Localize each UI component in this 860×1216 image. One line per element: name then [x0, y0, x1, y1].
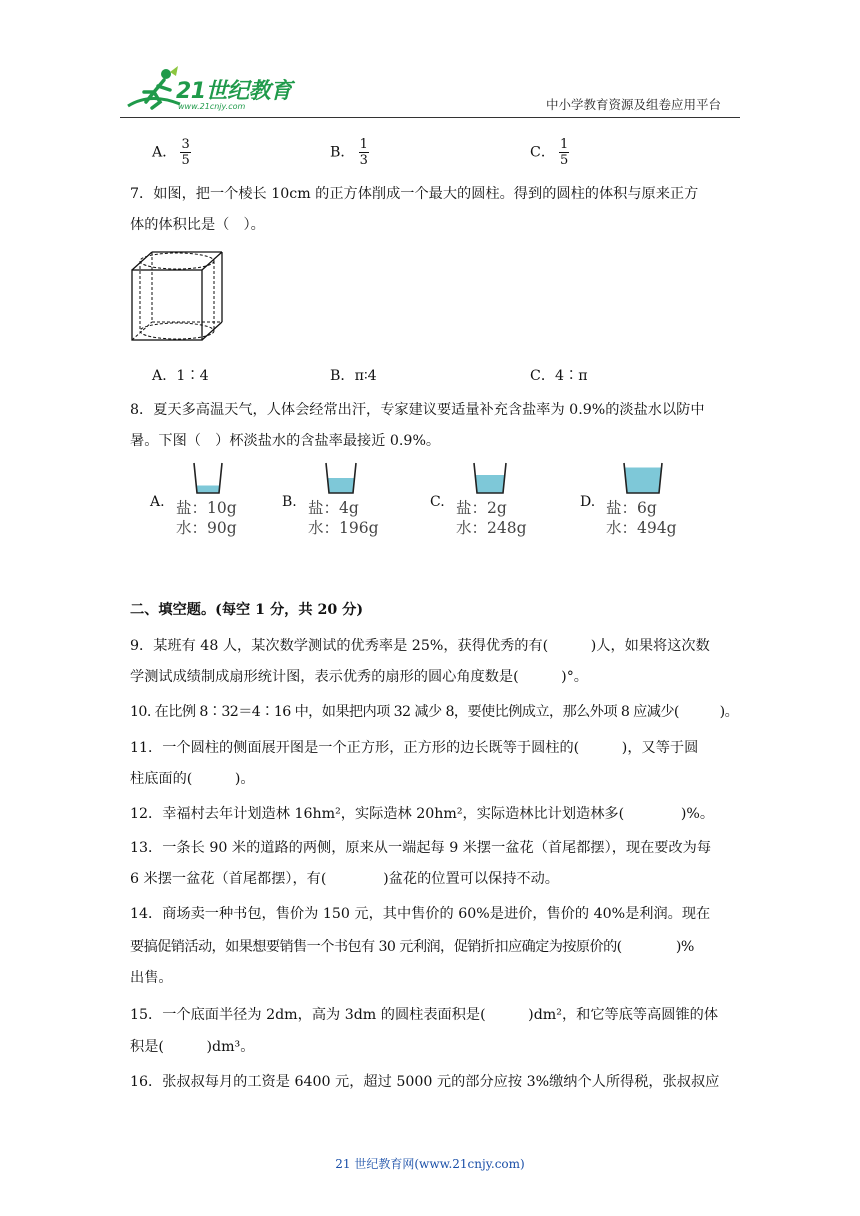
logo-url: www.21cnjy.com [178, 102, 246, 111]
cup-icon [472, 461, 508, 495]
cup-salt-text: 盐：10g [176, 499, 237, 517]
denominator: 5 [560, 153, 569, 168]
cup-water-text: 水：90g [176, 519, 237, 537]
fraction [180, 137, 190, 168]
q16-line-1: 16．张叔叔每月的工资是 6400 元，超过 5000 元的部分应按 3%缴纳个人所得税，张叔叔应 [130, 1074, 720, 1090]
numerator: 1 [560, 137, 569, 152]
q6-option-c-label: C． [530, 144, 556, 161]
q8-line-1: 8．夏天多高温天气，人体会经常出汗，专家建议要适量补充含盐率为 0.9%的淡盐水以防中 [130, 402, 705, 418]
q6-option-a [152, 137, 191, 168]
q13-line-1: 13．一条长 90 米的道路的两侧，原来从一端起每 9 米摆一盆花（首尾都摆），现在要改为每 [130, 840, 712, 856]
fraction [359, 137, 369, 168]
q15-line-2: 积是( )dm³。 [130, 1039, 255, 1055]
water-fill [196, 486, 220, 494]
q14-line-2: 要搞促销活动，如果想要销售一个书包有 30 元利润，促销折扣应确定为按原价的( )% [130, 939, 694, 955]
water-fill [328, 478, 355, 493]
water-fill [475, 475, 505, 493]
cube-cylinder-figure [128, 248, 226, 346]
fraction [559, 137, 569, 168]
q6-option-b [330, 137, 369, 168]
q14-line-3: 出售。 [130, 970, 173, 986]
q9-line-1: 9．某班有 48 人，某次数学测试的优秀率是 25%，获得优秀的有( )人，如果将这次数 [130, 638, 710, 654]
cup-salt-text: 盐：2g [456, 499, 507, 517]
water-fill [624, 468, 661, 494]
q7-option-c: C．4∶π [530, 368, 588, 384]
q7-option-b: B．π∶4 [330, 368, 377, 384]
q12-line: 12．幸福村去年计划造林 16hm²，实际造林 20hm²，实际造林比计划造林多( )%。 [130, 806, 715, 822]
q15-line-1: 15．一个底面半径为 2dm，高为 3dm 的圆柱表面积是( )dm²，和它等底等高圆锥的体 [130, 1007, 719, 1023]
cup-salt-text: 盐：6g [606, 499, 657, 517]
cup-letter: D. [580, 494, 596, 510]
q6-option-c [530, 137, 569, 168]
q13-line-2: 6 米摆一盆花（首尾都摆），有( )盆花的位置可以保持不动。 [130, 871, 559, 887]
q8-line-2: 暑。下图（ ）杯淡盐水的含盐率最接近 0.9%。 [130, 433, 441, 449]
q6-option-a-label: A． [152, 144, 177, 161]
cup-water-text: 水：494g [606, 519, 677, 537]
cup-salt-text: 盐：4g [308, 499, 359, 517]
cup-icon [324, 461, 358, 495]
section-2-title: 二、填空题。(每空 1 分，共 20 分) [130, 602, 364, 618]
footer-text: 21 世纪教育网(www.21cnjy.com) [335, 1157, 525, 1171]
cup-water-text: 水：248g [456, 519, 527, 537]
q11-line-2: 柱底面的( )。 [130, 771, 255, 787]
q9-line-2: 学测试成绩制成扇形统计图，表示优秀的扇形的圆心角度数是( )°。 [130, 669, 588, 685]
cup-water-text: 水：196g [308, 519, 379, 537]
q7-option-a: A．1∶4 [152, 368, 209, 384]
header-platform-text: 中小学教育资源及组卷应用平台 [546, 97, 722, 112]
q11-line-1: 11．一个圆柱的侧面展开图是一个正方形，正方形的边长既等于圆柱的( )，又等于圆 [130, 740, 699, 756]
cup-icon [192, 461, 224, 495]
logo-text: 21世纪教育 [176, 79, 292, 104]
q14-line-1: 14．商场卖一种书包，售价为 150 元，其中售价的 60%是进价，售价的 40%是利润。现在 [130, 906, 711, 922]
cup-letter: B. [282, 494, 297, 510]
numerator: 1 [359, 137, 368, 152]
cup-letter: A. [150, 494, 165, 510]
q10-line: 10. 在比例 8∶32＝4∶16 中，如果把内项 32 减少 8，要使比例成立，那么外项 8 应减少( )。 [130, 704, 739, 720]
denominator: 3 [359, 153, 368, 168]
numerator: 3 [181, 137, 190, 152]
cup-icon [622, 461, 664, 495]
q7-line-1: 7．如图，把一个棱长 10cm 的正方体削成一个最大的圆柱。得到的圆柱的体积与原来正方 [130, 186, 699, 202]
q6-option-b-label: B． [330, 144, 355, 161]
q7-line-2: 体的体积比是（ ）。 [130, 217, 265, 233]
cup-letter: C. [430, 494, 445, 510]
denominator: 5 [181, 153, 190, 168]
header-divider [120, 117, 740, 118]
